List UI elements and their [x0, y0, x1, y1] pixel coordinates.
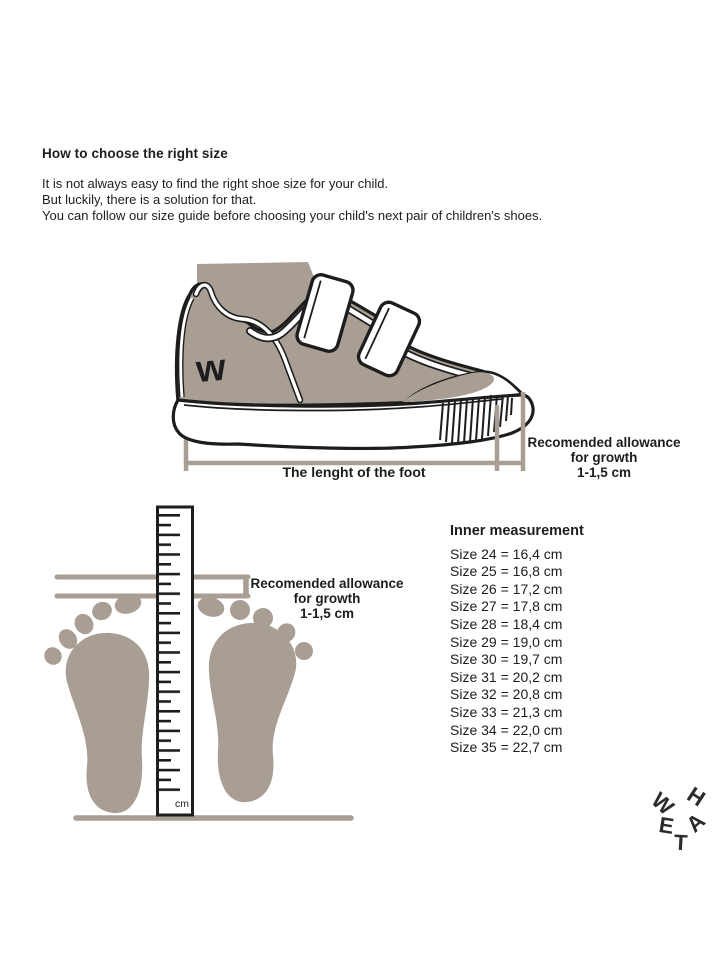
brand-letter: H [682, 781, 710, 812]
table-row: Size 31 = 20,2 cm [450, 668, 563, 685]
table-row: Size 33 = 21,3 cm [450, 703, 563, 720]
brand-letter: E [657, 812, 676, 840]
intro-paragraph [42, 176, 542, 225]
table-row: Size 29 = 19,0 cm [450, 633, 563, 650]
left-footprint [41, 591, 149, 813]
table-row: Size 34 = 22,0 cm [450, 721, 563, 738]
heel-brand-letter: w [194, 346, 228, 392]
brand-letter: W [646, 787, 679, 820]
table-row: Size 30 = 19,7 cm [450, 651, 563, 668]
size-table [450, 523, 584, 757]
table-row: Size 25 = 16,8 cm [450, 563, 563, 580]
shoe-illustration [150, 252, 570, 497]
table-row: Size 27 = 17,8 cm [450, 598, 563, 615]
right-footprint [196, 594, 317, 802]
ruler-unit-label: cm [175, 798, 189, 810]
table-row: Size 32 = 20,8 cm [450, 686, 563, 703]
size-table-title: Inner measurement [450, 523, 584, 539]
intro-line: But luckily, there is a solution for that. [42, 192, 257, 208]
intro-line: You can follow our size guide before choosing your child's next pair of children's shoes. [42, 208, 543, 224]
brand-letter: T [673, 829, 689, 856]
growth-allowance-label-ruler: Recomended allowance for growth 1-1,5 cm [250, 576, 404, 621]
table-row: Size 26 = 17,2 cm [450, 580, 563, 597]
table-row: Size 35 = 22,7 cm [450, 739, 563, 756]
brand-logo [646, 781, 720, 862]
ruler-footprints-illustration [36, 498, 376, 830]
brand-letter: A [681, 808, 710, 838]
table-row: Size 24 = 16,4 cm [450, 545, 563, 562]
growth-allowance-label-shoe: Recomended allowance for growth 1-1,5 cm [527, 435, 681, 480]
foot-length-label: The lenght of the foot [282, 464, 426, 480]
table-row: Size 28 = 18,4 cm [450, 615, 563, 632]
ruler-ticks [159, 514, 189, 797]
page-title: How to choose the right size [42, 146, 228, 161]
intro-line: It is not always easy to find the right shoe size for your child. [42, 176, 389, 191]
